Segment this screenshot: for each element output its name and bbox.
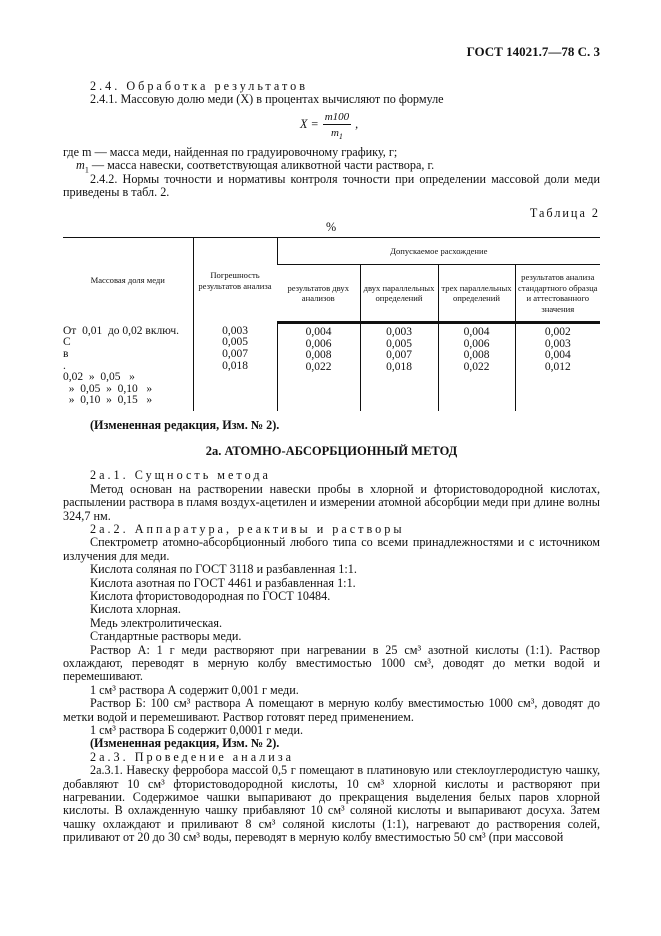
values-cell bbox=[438, 323, 515, 411]
value: 0,006 bbox=[305, 337, 332, 350]
numerator: m100 bbox=[324, 110, 350, 123]
formula-lhs: X = bbox=[300, 117, 319, 132]
values-cell bbox=[277, 323, 360, 411]
page-header: ГОСТ 14021.7—78 С. 3 bbox=[466, 44, 600, 59]
paragraph: 2а.3.1. Навеску ферробора массой 0,5 г помещают в платиновую или стеклоуглеродистую чашку, добавляют 10 см³ фтористоводородной кислоты, 10 см³ хлорной кислоты и растворяют при нагревании. Содержимое чашки выпаривают до прекращения выделения белых паров хлорной кислоты. В охлажденную чашку прибавляют 10 см³ соляной кислоты и выпаривают досуха. Затем чашку охлаждают и приливают 8 см³ соляной кислоты (1:1), нагревают до растворения солей, приливают от 20 до 30 см³ воды, переводят в мерную колбу вместимостью 50 см³ (при массовой bbox=[63, 763, 600, 845]
paragraph: Спектрометр атомно-абсорбционный любого типа со всеми принадлежностями и с источником излучения для меди. bbox=[63, 535, 600, 563]
header-group: Допускаемое расхождение bbox=[277, 238, 600, 265]
value: 0,002 bbox=[544, 326, 571, 339]
section-2-4 bbox=[63, 80, 600, 107]
value: 0,022 bbox=[305, 361, 332, 374]
amendment: (Измененная редакция, Изм. № 2). bbox=[90, 417, 280, 432]
fraction bbox=[323, 111, 351, 139]
formula bbox=[300, 110, 600, 140]
subsection-title: 2а.2. Аппаратура, реактивы и растворы bbox=[90, 521, 405, 536]
value: 0,003 bbox=[544, 337, 571, 350]
formula-tail: , bbox=[355, 117, 359, 132]
paragraph: Кислота соляная по ГОСТ 3118 и разбавленная 1:1. bbox=[90, 562, 357, 577]
subsection-title: 2а.3. Проведение анализа bbox=[90, 749, 295, 764]
header-sub: двух параллельных определений bbox=[360, 265, 438, 323]
text: — масса навески, соответствующая аликвотной части раствора, г. bbox=[88, 158, 435, 173]
values-cell bbox=[193, 323, 277, 411]
paragraph: Раствор Б: 100 см³ раствора А помещают в мерную колбу вместимостью 1000 см³, доводят до метки водой и перемешивают. Раствор готовят перед применением. bbox=[63, 696, 600, 724]
legend-m: где m — масса меди, найденная по градуировочному графику, г; bbox=[63, 144, 398, 159]
value: 0,006 bbox=[463, 337, 490, 350]
value: 0,008 bbox=[305, 349, 332, 362]
legend-m1 bbox=[63, 158, 600, 175]
header-sub: результатов анализа стандартного образца и аттестованного значения bbox=[515, 265, 600, 323]
range: » 0,05 » 0,10 » bbox=[63, 382, 153, 395]
range: . bbox=[63, 359, 66, 372]
range: 0,02 » 0,05 » bbox=[63, 371, 135, 384]
table-caption: Таблица 2 bbox=[529, 206, 600, 221]
value: 0,018 bbox=[386, 361, 412, 374]
value: 0,004 bbox=[463, 326, 490, 339]
page-content bbox=[63, 0, 600, 845]
range: От 0,01 до 0,02 включ. bbox=[63, 324, 179, 337]
denominator bbox=[331, 125, 343, 139]
paragraph: Кислота азотная по ГОСТ 4461 и разбавленная 1:1. bbox=[90, 575, 356, 590]
value: 0,004 bbox=[544, 349, 571, 362]
value: 0,018 bbox=[222, 359, 248, 372]
symbol: m bbox=[76, 158, 85, 173]
den-symbol: m bbox=[330, 126, 339, 139]
paragraph: 1 см³ раствора А содержит 0,001 г меди. bbox=[90, 682, 299, 697]
header-error: Погрешность результатов анализа bbox=[193, 238, 277, 323]
paragraph: Метод основан на растворении навески пробы в хлорной и фтористоводородной кислотах, распылении раствора в пламя воздух-ацетилен и измерении атомной абсорбции меди при длине волны 324,7 нм. bbox=[63, 481, 600, 523]
section-heading: 2а. АТОМНО-АБСОРБЦИОННЫЙ МЕТОД bbox=[205, 444, 458, 459]
section-2a-body bbox=[63, 469, 600, 844]
formula-legend bbox=[63, 146, 600, 200]
paragraph: Раствор А: 1 г меди растворяют при нагревании в 25 см³ азотной кислоты (1:1). Раствор охлаждают, переводят в мерную колбу вместимостью 1000 см³, доводят до метки водой и перемешивают. bbox=[63, 642, 600, 684]
table-row bbox=[63, 323, 600, 411]
value: 0,007 bbox=[386, 349, 412, 362]
subsection-title: 2а.1. Сущность метода bbox=[90, 468, 271, 483]
den-subscript: 1 bbox=[338, 132, 343, 141]
ranges-cell bbox=[63, 323, 193, 411]
header-mass: Массовая доля меди bbox=[63, 238, 193, 323]
paragraph: Кислота фтористоводородная по ГОСТ 10484. bbox=[90, 588, 331, 603]
value: 0,003 bbox=[386, 326, 412, 339]
values-cell bbox=[515, 323, 600, 411]
range: » 0,10 » 0,15 » bbox=[63, 394, 153, 407]
paragraph: 1 см³ раствора Б содержит 0,0001 г меди. bbox=[90, 723, 304, 738]
amendment-note bbox=[63, 419, 600, 432]
subscript: 1 bbox=[84, 165, 89, 175]
paragraph: Стандартные растворы меди. bbox=[90, 629, 242, 644]
value: 0,003 bbox=[222, 324, 248, 337]
section-title: 2.4. Обработка результатов bbox=[90, 79, 309, 93]
paragraph: 2.4.2. Нормы точности и нормативы контроля точности при определении массовой доли меди приведены в табл. 2. bbox=[63, 171, 600, 200]
values-cell bbox=[360, 323, 438, 411]
header-sub: трех параллельных определений bbox=[438, 265, 515, 323]
value: 0,005 bbox=[222, 336, 248, 349]
accuracy-table bbox=[63, 237, 600, 411]
value: 0,008 bbox=[463, 349, 490, 362]
range: С bbox=[63, 336, 71, 349]
value: 0,012 bbox=[544, 361, 571, 374]
value: 0,005 bbox=[386, 337, 412, 350]
header-sub: результатов двух анализов bbox=[277, 265, 360, 323]
table-unit: % bbox=[326, 219, 337, 234]
value: 0,007 bbox=[222, 347, 248, 360]
paragraph: 2.4.1. Массовую долю меди (X) в процентах вычисляют по формуле bbox=[90, 92, 444, 107]
paragraph: Кислота хлорная. bbox=[90, 602, 181, 617]
value: 0,022 bbox=[463, 361, 490, 374]
amendment: (Измененная редакция, Изм. № 2). bbox=[90, 736, 280, 751]
range: в bbox=[63, 347, 69, 360]
value: 0,004 bbox=[305, 326, 332, 339]
paragraph: Медь электролитическая. bbox=[90, 615, 222, 630]
